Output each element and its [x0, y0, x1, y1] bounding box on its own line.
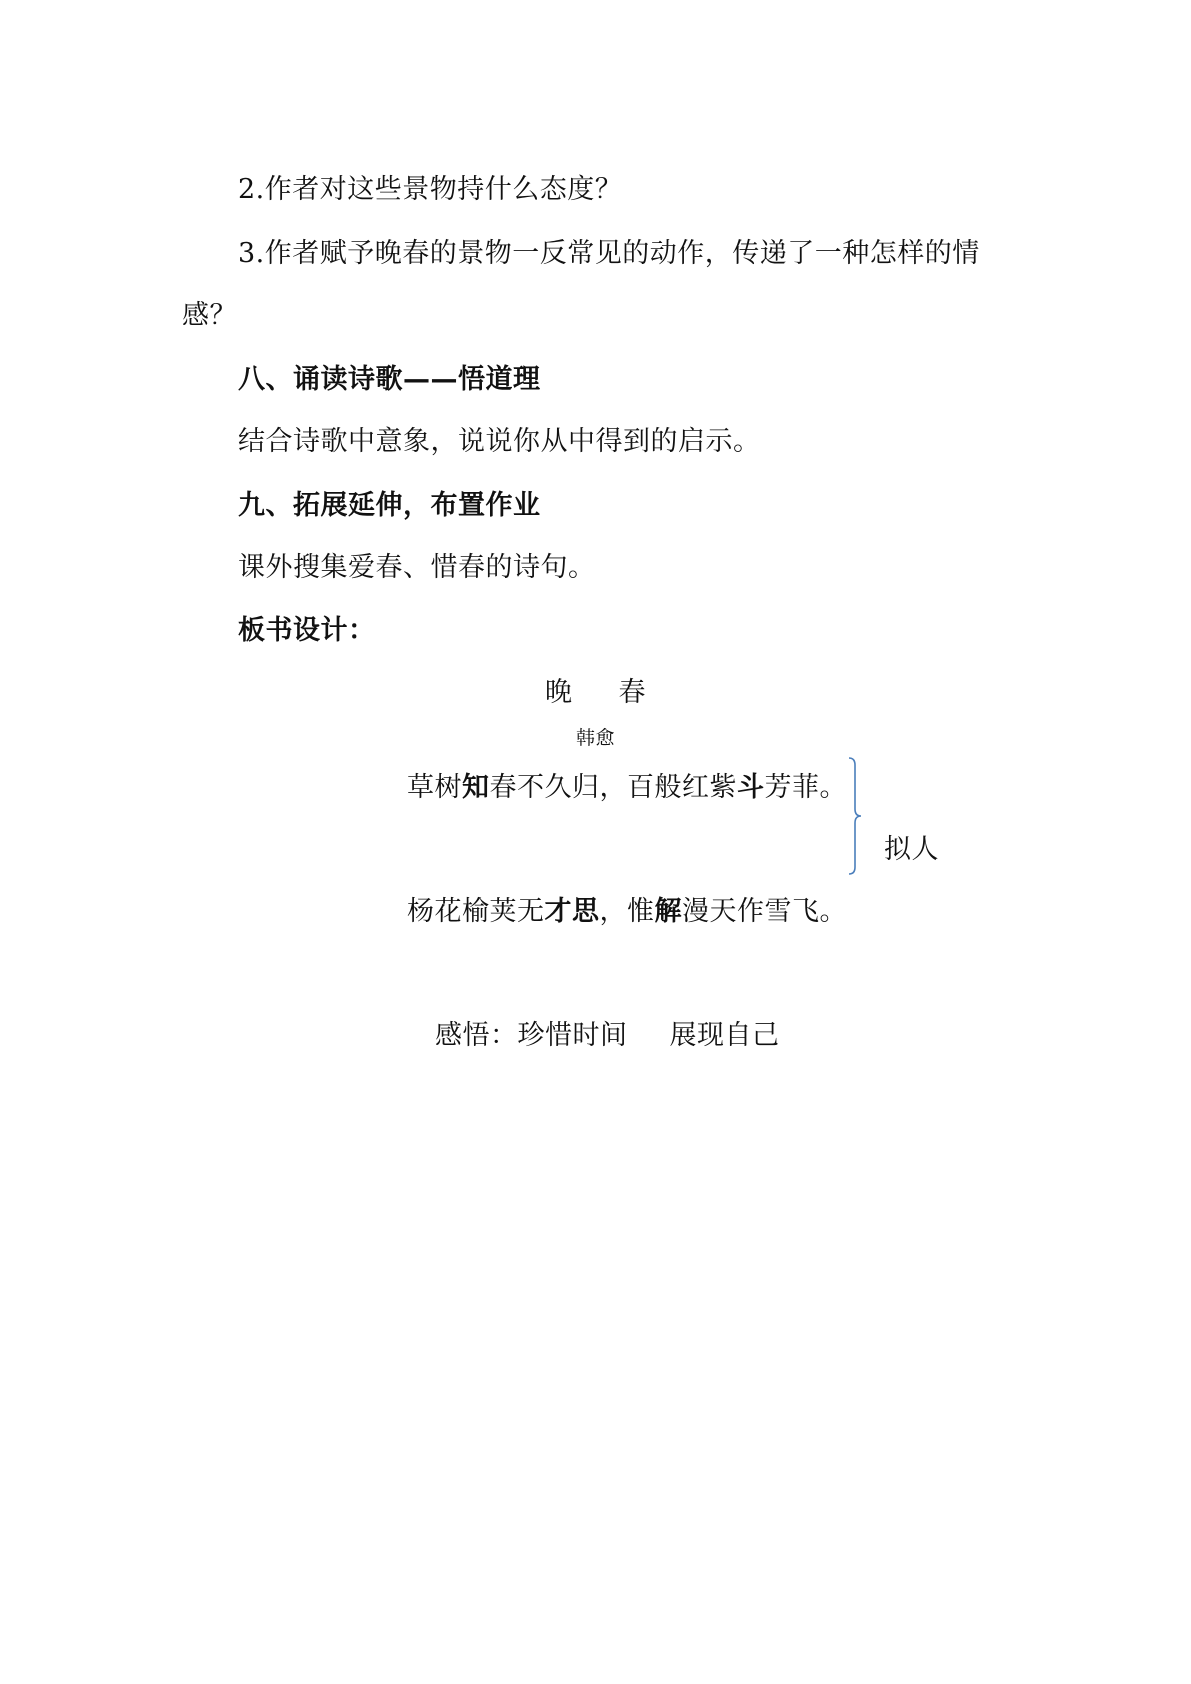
section-8-body: 结合诗歌中意象，说说你从中得到的启示。 — [238, 426, 761, 457]
poem-line-1-keyword-zhi: 知 — [462, 772, 490, 803]
poem-line-1-part-c: 春不久归，百般红紫 — [489, 772, 737, 803]
board-design-heading: 板书设计： — [238, 615, 376, 646]
poem-title — [0, 676, 1191, 710]
question-2: 2.作者对这些景物持什么态度？ — [238, 174, 623, 205]
insight-tail: 展现自己 — [669, 1020, 780, 1051]
right-brace-icon — [848, 757, 862, 875]
section-9-body: 课外搜集爱春、惜春的诗句。 — [238, 552, 596, 583]
poem-title-char-2: 春 — [618, 677, 646, 708]
poem-line-1 — [407, 771, 847, 805]
insight-label: 感悟：珍惜时间 — [435, 1020, 628, 1051]
poem-line-1-part-e: 芳菲。 — [764, 772, 847, 803]
poem-line-1-keyword-dou: 斗 — [737, 772, 765, 803]
poem-title-char-1: 晚 — [545, 677, 573, 708]
poem-author: 韩愈 — [575, 727, 615, 749]
poem-line-2-keyword-jie: 解 — [654, 896, 682, 927]
section-8-heading: 八、诵读诗歌——悟道理 — [238, 364, 541, 395]
poem-line-2 — [407, 895, 847, 929]
question-3-line-2: 感？ — [182, 300, 237, 331]
poem-line-2-keyword-caisi: 才思 — [544, 896, 600, 927]
poem-line-2-part-a: 杨花榆荚无 — [407, 896, 545, 927]
insight-line — [435, 1019, 780, 1053]
question-3-line-1: 3.作者赋予晚春的景物一反常见的动作，传递了一种怎样的情 — [238, 238, 980, 269]
poem-line-1-part-a: 草树 — [407, 772, 462, 803]
rhetoric-label: 拟人 — [884, 834, 939, 865]
poem-line-2-part-c: ，惟 — [599, 896, 655, 927]
section-9-heading: 九、拓展延伸，布置作业 — [238, 490, 541, 521]
poem-line-2-part-e: 漫天作雪飞。 — [682, 896, 847, 927]
